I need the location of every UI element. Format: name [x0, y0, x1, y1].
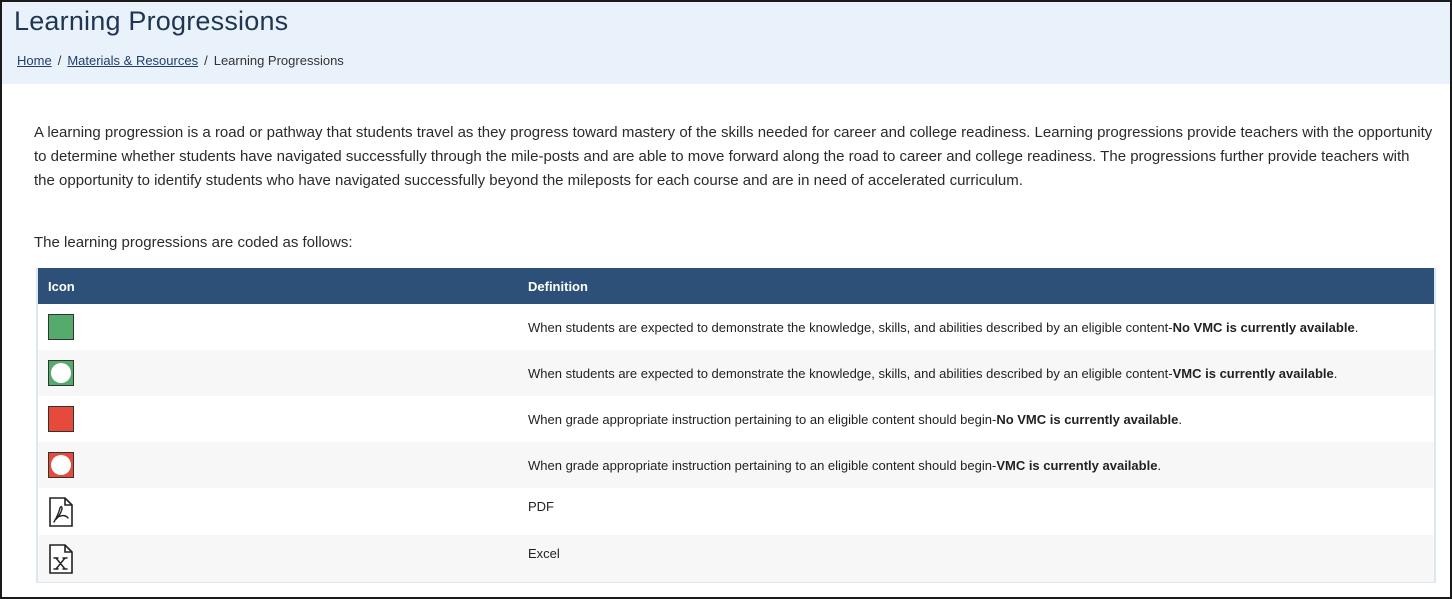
- intro-paragraph: A learning progression is a road or pathway that students travel as they progress toward mastery of the skills needed for career and college readiness. Learning progressions provide teachers with the opportunity to determine whether students have navigated successfully through the mile-posts and are able to move forward along the road to career and college readiness. The progressions further provide teachers with the opportunity to identify students who have navigated successfully beyond the mileposts for each course and are in need of accelerated curriculum.: [34, 124, 1433, 189]
- table-row: [38, 350, 1434, 396]
- breadcrumb-materials-link[interactable]: Materials & Resources: [67, 53, 199, 68]
- pdf-file-icon: [48, 497, 74, 527]
- definition-end: .: [1157, 457, 1162, 473]
- definition-bold: VMC is currently available: [1172, 365, 1334, 381]
- definition-end: .: [1178, 411, 1183, 427]
- table-row: [38, 488, 1434, 535]
- breadcrumb: [17, 53, 344, 68]
- icon-cell: [38, 535, 518, 582]
- definition-cell: Excel: [528, 546, 560, 561]
- legend-table-container: [36, 268, 1436, 583]
- definition-text: When grade appropriate instruction pertaining to an eligible content should begin-: [528, 457, 997, 473]
- definition-cell: PDF: [528, 499, 554, 514]
- definition-end: .: [1354, 319, 1359, 335]
- green-circle-icon: [48, 360, 74, 386]
- icon-cell: [38, 442, 518, 488]
- definition-bold: No VMC is currently available: [1172, 319, 1355, 335]
- definition-cell: [518, 396, 1434, 442]
- red-square-icon: [48, 406, 74, 432]
- definition-bold: No VMC is currently available: [996, 411, 1179, 427]
- table-row: [38, 396, 1434, 442]
- definition-cell: [518, 304, 1434, 350]
- definition-text: When students are expected to demonstrate the knowledge, skills, and abilities described by an eligible content-: [528, 319, 1173, 335]
- definition-end: .: [1333, 365, 1338, 381]
- table-row: [38, 304, 1434, 350]
- legend-table: [38, 268, 1434, 582]
- icon-cell: [38, 304, 518, 350]
- breadcrumb-home-link[interactable]: Home: [17, 53, 52, 68]
- breadcrumb-separator: /: [57, 53, 62, 68]
- definition-bold: VMC is currently available: [996, 457, 1158, 473]
- definition-text: When grade appropriate instruction pertaining to an eligible content should begin-: [528, 411, 997, 427]
- icon-cell: [38, 396, 518, 442]
- breadcrumb-separator: /: [204, 53, 208, 68]
- definition-text: When students are expected to demonstrate the knowledge, skills, and abilities described by an eligible content-: [528, 365, 1173, 381]
- table-row: [38, 535, 1434, 582]
- icon-cell: [38, 488, 518, 535]
- column-header-icon: Icon: [48, 278, 75, 294]
- table-header-row: [38, 268, 1434, 304]
- page-header: [2, 2, 1450, 84]
- coded-label: The learning progressions are coded as follows:: [34, 234, 353, 251]
- definition-cell: [518, 442, 1434, 488]
- definition-cell: [518, 350, 1434, 396]
- column-header-definition: Definition: [528, 278, 588, 294]
- table-row: [38, 442, 1434, 488]
- excel-file-icon: [48, 544, 74, 574]
- icon-cell: [38, 350, 518, 396]
- page-title: Learning Progressions: [14, 6, 289, 36]
- red-circle-icon: [48, 452, 74, 478]
- green-square-icon: [48, 314, 74, 340]
- breadcrumb-current: Learning Progressions: [213, 53, 344, 68]
